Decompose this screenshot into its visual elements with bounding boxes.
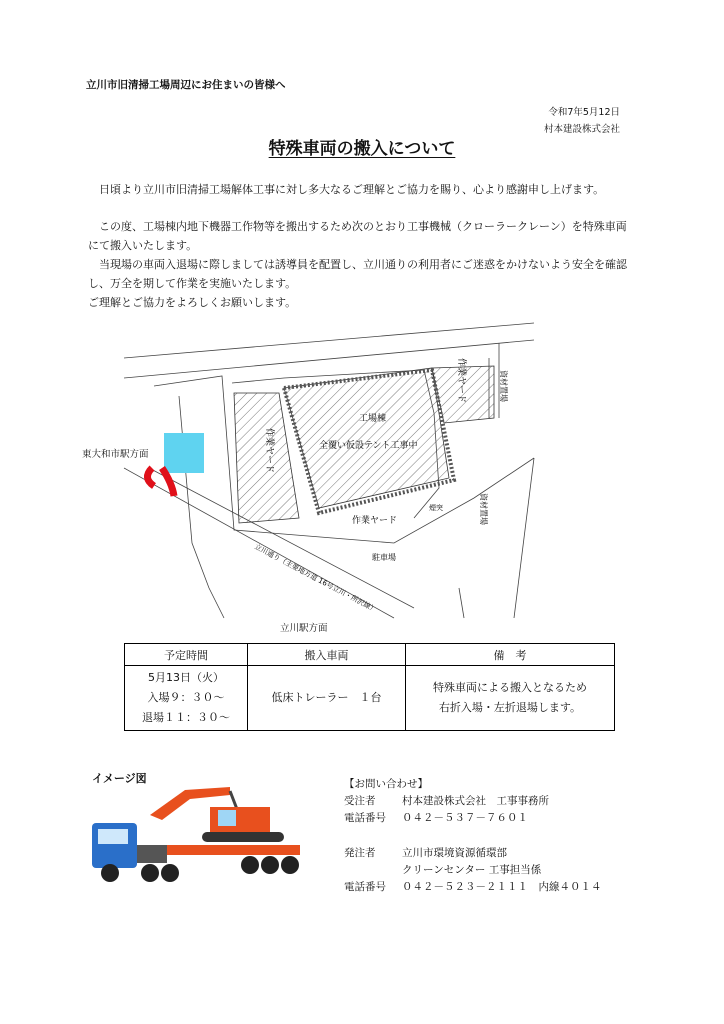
- yard-right-label: 作業ヤード: [456, 358, 466, 404]
- contact-value: ０４２－５２３－２１１１ 内線４０１４: [402, 881, 602, 893]
- contact-value: 村本建設株式会社 工事事務所: [402, 795, 549, 807]
- trailer-deck: [165, 845, 300, 855]
- contact-row: [344, 845, 602, 862]
- contact-key: 電話番号: [344, 881, 386, 893]
- note-line-1: 特殊車両による搬入となるため: [433, 681, 587, 694]
- notice-line-3: ご理解とご協力をよろしくお願いします。: [88, 296, 297, 309]
- time-date: 5月13日（火）: [148, 671, 224, 684]
- contact-key: [344, 862, 402, 879]
- entry-arrow-icon: [147, 468, 154, 486]
- yard-left-label: 作業ヤード: [264, 428, 274, 474]
- factory-area: [284, 368, 449, 508]
- header-note: 備 考: [406, 644, 615, 666]
- time-exit: 退場１１：３０～: [142, 711, 230, 724]
- factory-label: 工場棟: [359, 414, 387, 424]
- direction-tachikawa: 立川駅方面: [280, 623, 328, 634]
- image-label: イメージ図: [92, 772, 147, 785]
- road-label: 立川通り（主要地方道 16号立川・所沢線）: [253, 542, 378, 615]
- greeting-paragraph: 日頃より立川市旧清掃工場解体工事に対し多大なるご理解とご協力を賜り、心より感謝申し上げます。: [99, 183, 605, 196]
- parking-label: 駐車場: [372, 553, 396, 562]
- chimney-label: 煙突: [429, 504, 443, 512]
- cell-note: [406, 666, 615, 731]
- notice-line-1: この度、工場棟内地下機器工作物等を搬出するため次のとおり工事機械（クローラークレーン）を特殊車両にて搬入いたします。: [88, 220, 627, 252]
- yard-bottom-label: 作業ヤード: [352, 516, 398, 526]
- header-vehicle: 搬入車両: [248, 644, 406, 666]
- table-header-row: [125, 644, 615, 666]
- date-block: [544, 104, 620, 138]
- header-time: 予定時間: [125, 644, 248, 666]
- table-row: [125, 666, 615, 731]
- tent-label: 全覆い仮設テント工事中: [319, 441, 418, 451]
- contact-row: [344, 862, 602, 879]
- contact-value: クリーンセンター 工事担当係: [402, 864, 542, 876]
- issue-date: 令和7年5月12日: [548, 107, 620, 118]
- contact-row: [344, 879, 602, 896]
- material-right-label: 資材置場: [479, 493, 488, 525]
- page-title: 特殊車両の搬入について: [268, 139, 456, 159]
- cell-time: [125, 666, 248, 731]
- contact-row: [344, 793, 602, 810]
- site-map: [94, 318, 539, 628]
- contact-heading: 【お問い合わせ】: [344, 778, 428, 790]
- contact-block: [344, 776, 602, 896]
- cell-vehicle: 低床トレーラー １台: [248, 666, 406, 731]
- direction-higashiyamato: 東大和市駅方面: [82, 449, 149, 460]
- contact-value: ０４２－５３７－７６０１: [402, 812, 528, 824]
- contact-key: 受注者: [344, 795, 376, 807]
- notice-line-2: 当現場の車両入退場に際しましては誘導員を配置し、立川通りの利用者にご迷惑をかけないよう安全を確認し、万全を期して作業を実施いたします。: [88, 258, 627, 290]
- contact-key: 発注者: [344, 847, 376, 859]
- schedule-table: [124, 643, 615, 731]
- issuer-company: 村本建設株式会社: [543, 124, 620, 135]
- addressee: 立川市旧清掃工場周辺にお住まいの皆様へ: [86, 79, 286, 91]
- note-line-2: 右折入場・左折退場します。: [438, 701, 582, 714]
- contact-value: 立川市環境資源循環部: [402, 847, 507, 859]
- contact-row: [344, 810, 602, 827]
- notice-paragraph: [88, 217, 636, 312]
- truck-illustration: [90, 785, 315, 895]
- contact-key: 電話番号: [344, 812, 386, 824]
- time-entry: 入場９：３０～: [147, 691, 225, 704]
- excavator-track: [202, 832, 284, 842]
- material-top-label: 資材置場: [499, 370, 508, 402]
- guard-station: [164, 433, 204, 473]
